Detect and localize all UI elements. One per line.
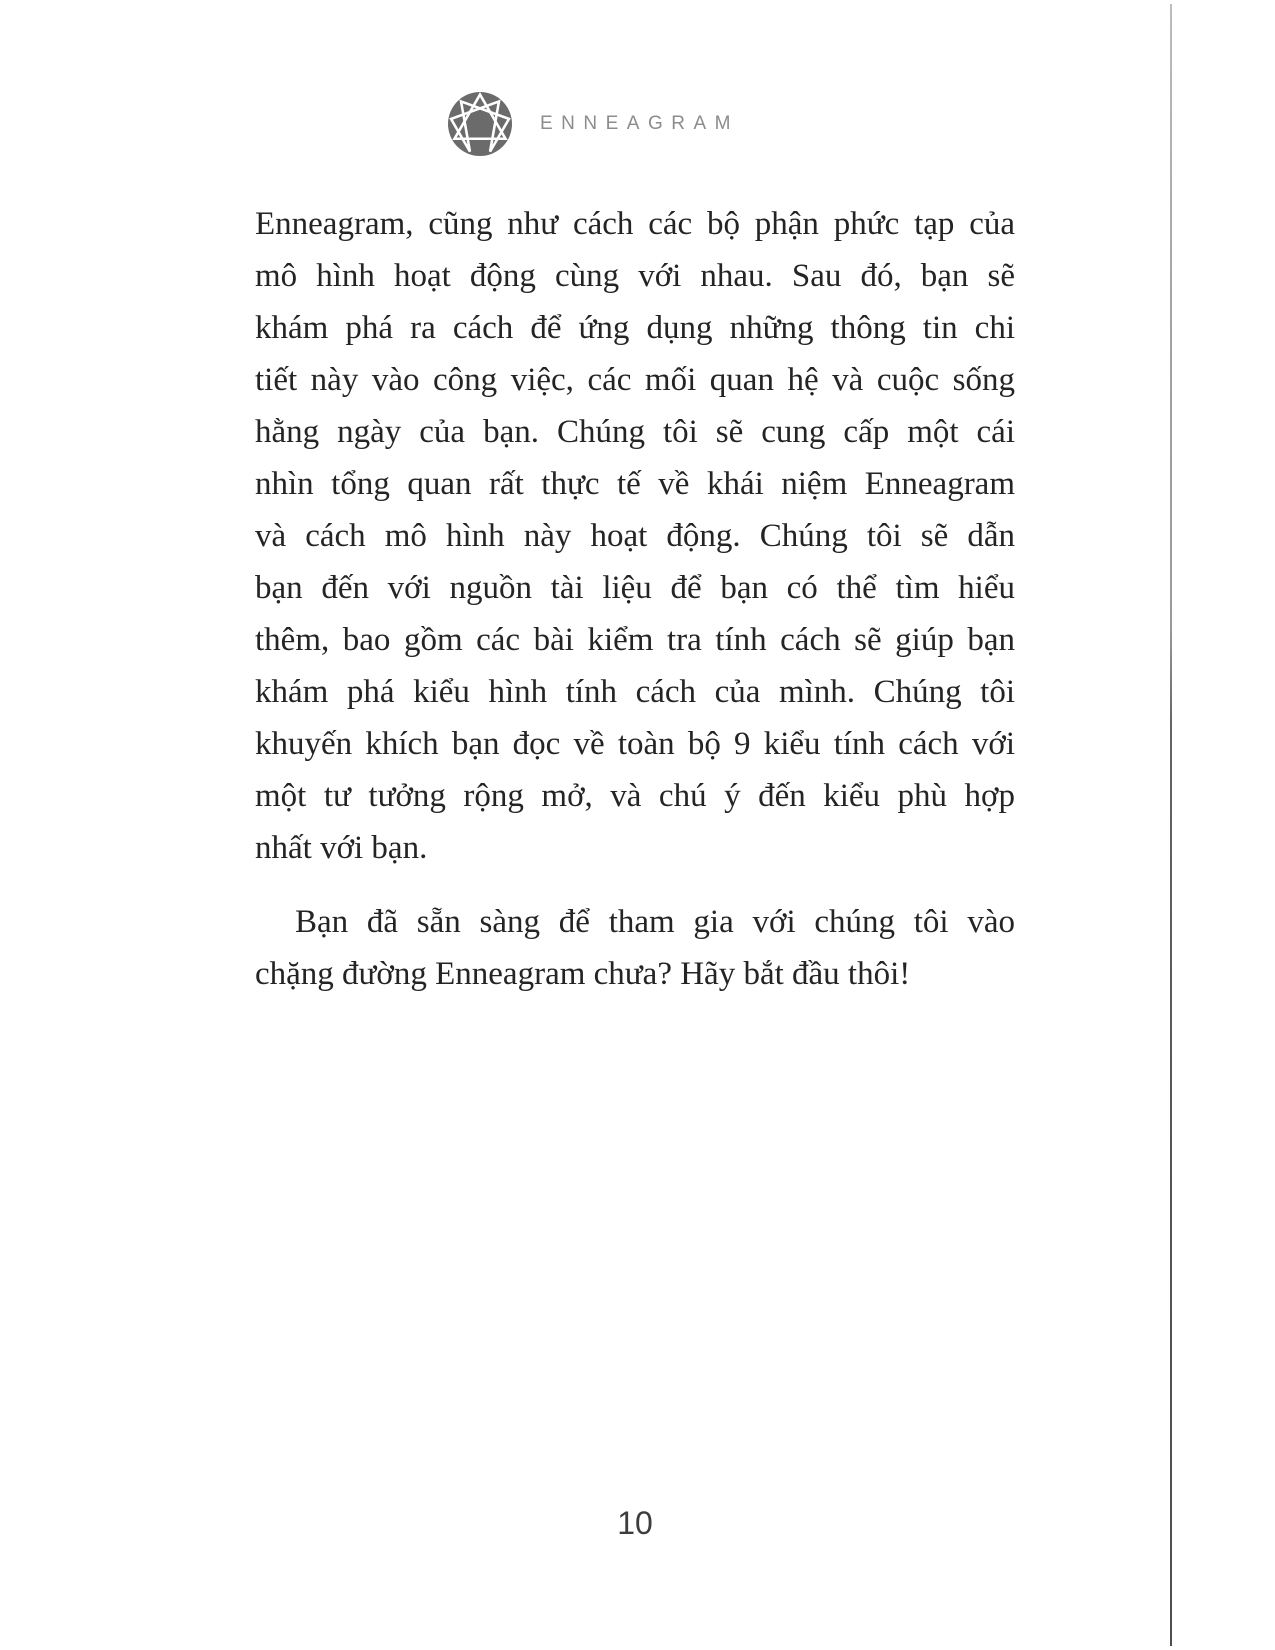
text-line: khuyến khích bạn đọc về toàn bộ 9 kiểu tính cách với <box>255 726 1015 762</box>
body-text-block <box>255 198 1015 1000</box>
text-line: hằng ngày của bạn. Chúng tôi sẽ cung cấp một cái <box>255 414 1015 450</box>
text-line: nhìn tổng quan rất thực tế về khái niệm Enneagram <box>255 466 1015 502</box>
text-line: và cách mô hình này hoạt động. Chúng tôi sẽ dẫn <box>255 518 1015 554</box>
brand-wordmark: ENNEAGRAM <box>540 113 739 134</box>
text-line: mô hình hoạt động cùng với nhau. Sau đó, bạn sẽ <box>255 258 1015 294</box>
text-line: Enneagram, cũng như cách các bộ phận phức tạp của <box>255 206 1015 242</box>
text-line: Bạn đã sẵn sàng để tham gia với chúng tôi vào <box>295 904 1015 940</box>
text-line: nhất với bạn. <box>255 830 428 866</box>
text-line: bạn đến với nguồn tài liệu để bạn có thể tìm hiểu <box>255 570 1015 606</box>
text-line: thêm, bao gồm các bài kiểm tra tính cách sẽ giúp bạn <box>255 622 1015 658</box>
paragraph-1 <box>255 198 1015 874</box>
page-edge-line <box>1170 4 1172 1646</box>
page-number: 10 <box>617 1505 653 1541</box>
enneagram-logo-icon <box>448 92 512 156</box>
text-line: tiết này vào công việc, các mối quan hệ và cuộc sống <box>255 362 1015 398</box>
text-line: khám phá kiểu hình tính cách của mình. Chúng tôi <box>255 674 1015 710</box>
text-line: một tư tưởng rộng mở, và chú ý đến kiểu phù hợp <box>255 778 1015 814</box>
chapter-header <box>448 92 739 156</box>
paragraph-2 <box>255 896 1015 1000</box>
text-line: khám phá ra cách để ứng dụng những thông tin chi <box>255 310 1015 346</box>
text-line: chặng đường Enneagram chưa? Hãy bắt đầu thôi! <box>255 956 911 992</box>
